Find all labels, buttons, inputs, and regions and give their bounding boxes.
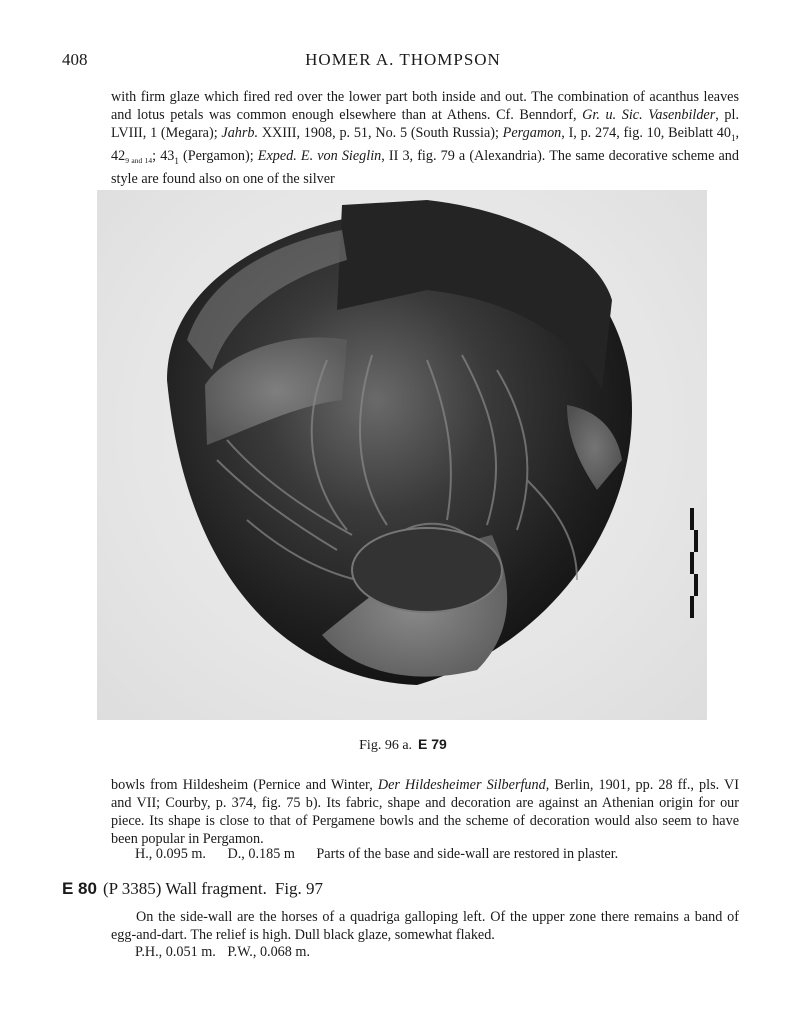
para_top-run-6: , I, p. 274, fig. 10, Beiblatt 40 <box>561 125 731 141</box>
para_top-run-0: with firm glaze which fired red over the lower part both inside and out. The combination of acanthus leaves and lotus petals was common enough elsewhere than at Athens. Cf. Benndorf, <box>111 89 739 123</box>
height-e79: H., 0.095 m. <box>135 846 206 862</box>
page-number: 408 <box>62 50 88 69</box>
entry-id: E 80 <box>62 879 97 898</box>
paragraph-bottom <box>111 776 739 848</box>
diameter-e79: D., 0.185 m <box>227 846 295 862</box>
bowl-photograph <box>97 190 707 720</box>
para_top-run-14: , II 3, fig. 79 a (Alexandria). The same decorative scheme and style are found also on one of the silver <box>111 147 739 187</box>
entry-fig-ref: Fig. 97 <box>274 879 324 898</box>
figure-caption <box>0 736 806 754</box>
para_top-run-3: Jahrb. <box>221 125 259 141</box>
para_top-run-4: XXIII, 1908, p. 51, No. 5 (South Russia); <box>258 125 503 141</box>
para_top-run-12: (Pergamon); <box>178 147 258 164</box>
entry-description: On the side-wall are the horses of a quadriga galloping left. Of the upper zone there remains a band of egg-and-dart. The relief is high. Dull black glaze, somewhat flaked. <box>111 909 739 943</box>
para_bottom-run-2: , Berlin, 1901, pp. 28 ff., pls. VI and VII; Courby, p. 374, fig. 75 b). Its fabric, shape and decoration are against an Athenian origin for our piece. Its shape is close to that of Pergamene bowls and the scheme of decoration would also seem to have been popular in Pergamon. <box>111 777 739 847</box>
para_top-run-2: , pl. LVIII, 1 (Megara); <box>111 107 739 141</box>
para_bottom-run-1: Der Hildesheimer Silberfund <box>377 777 546 793</box>
paragraph-top <box>111 88 739 188</box>
caption-label: Fig. 96 a. <box>359 738 413 753</box>
dimensions-e79 <box>135 846 618 863</box>
dimensions-e80 <box>135 944 310 961</box>
para_top-run-11: 1 <box>174 155 179 166</box>
para_top-run-10: ; 43 <box>152 147 175 164</box>
para_top-run-8: , 42 <box>111 125 740 164</box>
entry-heading-e80 <box>62 879 323 899</box>
para_top-run-7: 1 <box>730 132 736 143</box>
width-e80: P.W., 0.068 m. <box>227 944 311 960</box>
para_top-run-9: 9 and 14 <box>125 155 153 165</box>
height-e80: P.H., 0.051 m. <box>135 944 216 960</box>
para_top-run-13: Exped. E. von Sieglin <box>257 147 382 164</box>
para_bottom-run-0: bowls from Hildesheim (Pernice and Winter, <box>111 777 378 793</box>
restoration-note: Parts of the base and side-wall are restored in plaster. <box>316 846 619 862</box>
para_top-run-1: Gr. u. Sic. Vasenbilder <box>582 107 716 123</box>
running-head: HOMER A. THOMPSON <box>305 50 501 69</box>
figure-96a-photo <box>97 190 707 720</box>
para_top-run-5: Pergamon <box>502 125 562 141</box>
caption-id: E 79 <box>418 736 447 752</box>
entry-inventory: (P 3385) Wall fragment. <box>102 879 267 898</box>
